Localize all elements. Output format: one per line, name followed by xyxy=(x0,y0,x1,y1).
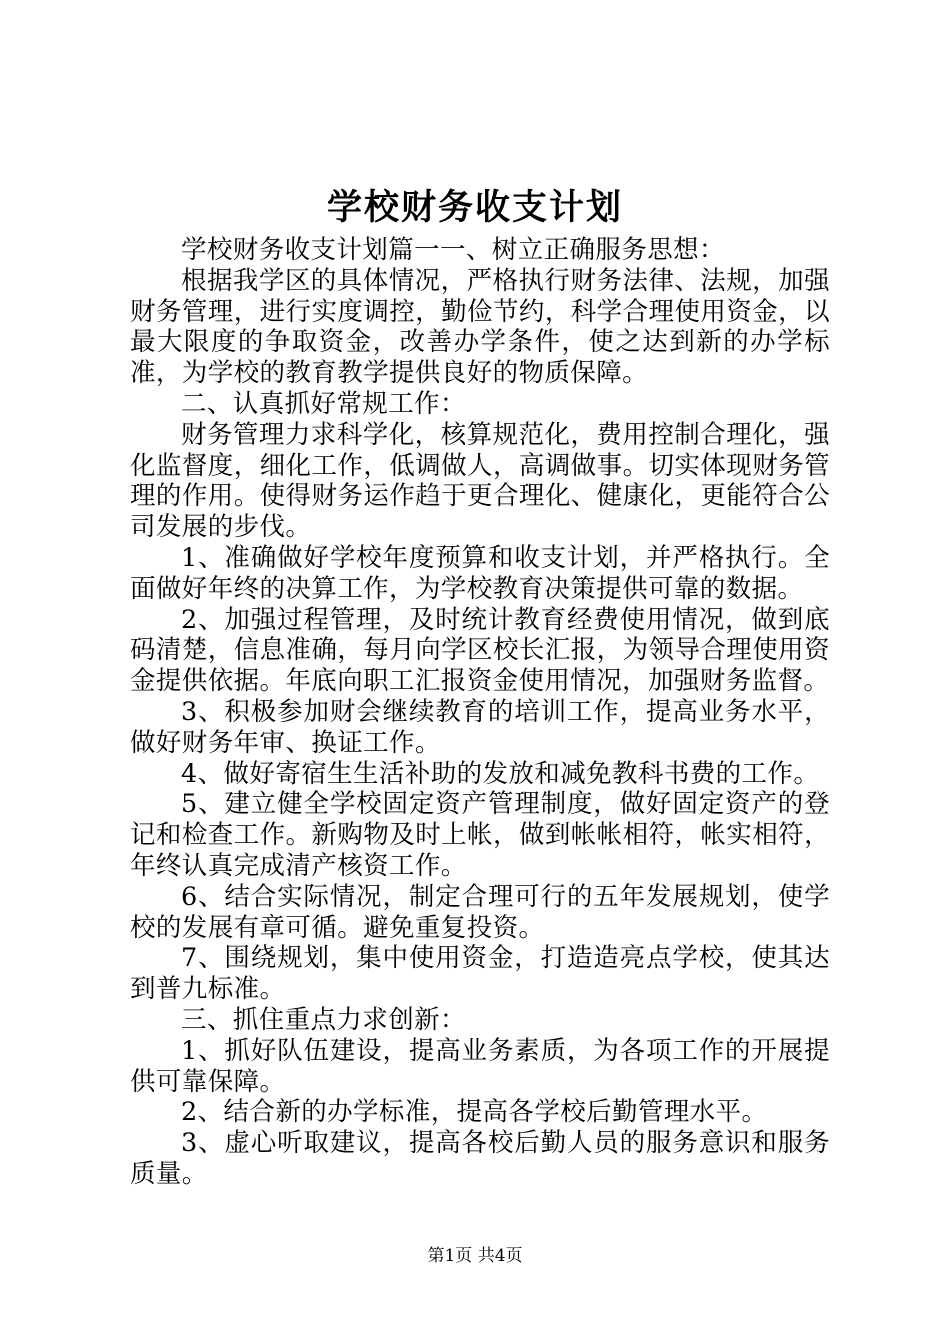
list-item-2-7: 7、围绕规划，集中使用资金，打造造亮点学校，使其达到普九标准。 xyxy=(130,943,830,1005)
paragraph-section-2-body: 财务管理力求科学化，核算规范化，费用控制合理化，强化监督度，细化工作，低调做人，高调做事。切实体现财务管理的作用。使得财务运作趋于更合理化、健康化，更能符合公司发展的步伐。 xyxy=(130,419,830,543)
document-title: 学校财务收支计划 xyxy=(326,187,623,228)
list-item-2-3: 3、积极参加财会继续教育的培训工作，提高业务水平，做好财务年审、换证工作。 xyxy=(130,696,830,758)
list-item-2-6: 6、结合实际情况，制定合理可行的五年发展规划，使学校的发展有章可循。避免重复投资。 xyxy=(130,881,830,943)
page-number-footer: 第1页 共4页 xyxy=(427,1246,523,1266)
list-item-3-3: 3、虚心听取建议，提高各校后勤人员的服务意识和服务质量。 xyxy=(130,1128,830,1189)
list-item-2-1: 1、准确做好学校年度预算和收支计划，并严格执行。全面做好年终的决算工作，为学校教育决策提供可靠的数据。 xyxy=(130,542,830,604)
list-item-2-4: 4、做好寄宿生生活补助的发放和减免教科书费的工作。 xyxy=(181,758,820,789)
list-item-2-5: 5、建立健全学校固定资产管理制度，做好固定资产的登记和检查工作。新购物及时上帐，做到帐帐相符，帐实相符，年终认真完成清产核资工作。 xyxy=(130,789,830,881)
paragraph-section-2-heading: 二、认真抓好常规工作： xyxy=(181,388,466,419)
paragraph-intro: 学校财务收支计划篇一一、树立正确服务思想： xyxy=(181,235,725,265)
document-body xyxy=(130,235,830,1190)
list-item-3-1: 1、抓好队伍建设，提高业务素质，为各项工作的开展提供可靠保障。 xyxy=(130,1035,830,1097)
list-item-3-2: 2、结合新的办学标准，提高各学校后勤管理水平。 xyxy=(181,1097,768,1128)
paragraph-section-1-body: 根据我学区的具体情况，严格执行财务法律、法规，加强财务管理，进行实度调控，勤俭节约，科学合理使用资金，以最大限度的争取资金，改善办学条件，使之达到新的办学标准，为学校的教育教学提供良好的物质保障。 xyxy=(130,265,830,389)
paragraph-section-3-heading: 三、抓住重点力求创新： xyxy=(181,1004,466,1035)
list-item-2-2: 2、加强过程管理，及时统计教育经费使用情况，做到底码清楚，信息准确，每月向学区校长汇报，为领导合理使用资金提供依据。年底向职工汇报资金使用情况，加强财务监督。 xyxy=(130,604,830,697)
